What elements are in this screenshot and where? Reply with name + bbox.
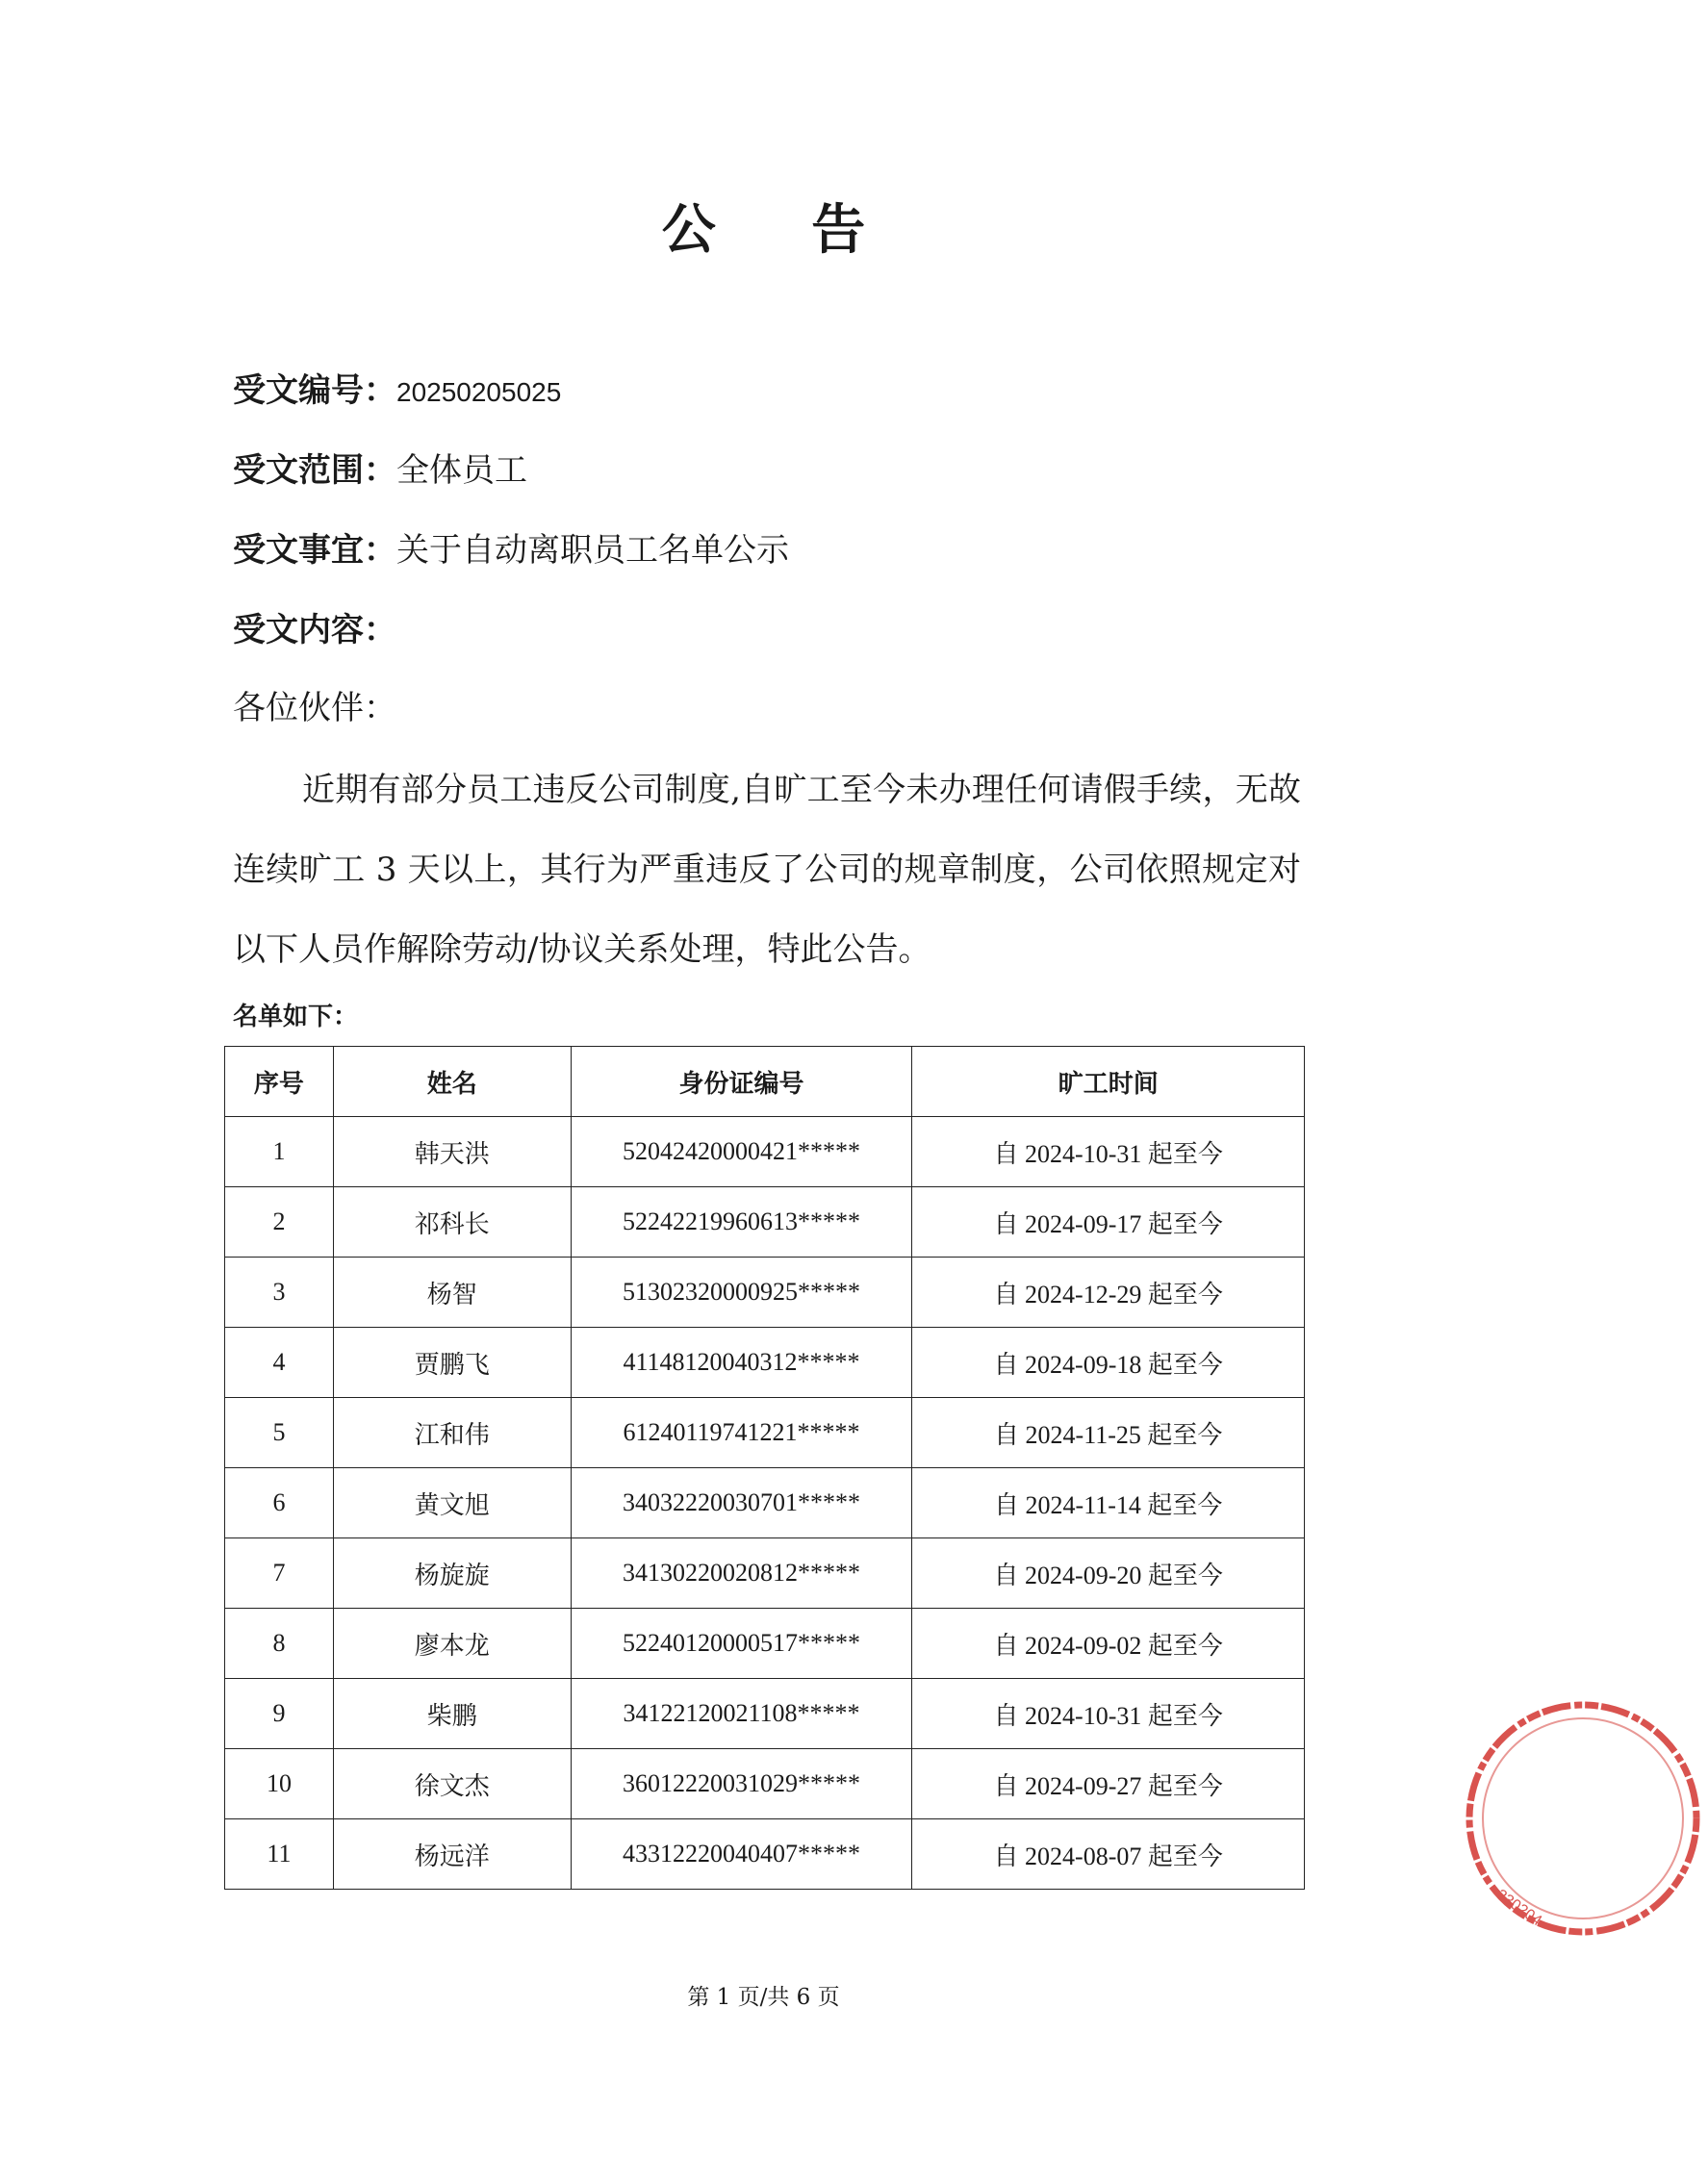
cell-id: 52242219960613***** bbox=[571, 1187, 912, 1258]
cell-id: 51302320000925***** bbox=[571, 1258, 912, 1328]
cell-id: 41148120040312***** bbox=[571, 1328, 912, 1398]
cell-name: 杨智 bbox=[333, 1258, 571, 1328]
cell-id: 43312220040407***** bbox=[571, 1819, 912, 1890]
cell-time: 自 2024-09-18 起至今 bbox=[912, 1328, 1305, 1398]
field-label: 受文编号： bbox=[233, 371, 396, 410]
cell-name: 贾鹏飞 bbox=[333, 1328, 571, 1398]
cell-id: 52042420000421***** bbox=[571, 1117, 912, 1187]
field-scope bbox=[233, 444, 527, 491]
cell-name: 杨远洋 bbox=[333, 1819, 571, 1890]
header-no: 序号 bbox=[225, 1047, 334, 1117]
field-label: 受文范围： bbox=[233, 451, 396, 490]
table-row bbox=[225, 1679, 1305, 1749]
cell-time: 自 2024-08-07 起至今 bbox=[912, 1819, 1305, 1890]
field-value: 关于自动离职员工名单公示 bbox=[396, 531, 789, 570]
cell-no: 7 bbox=[225, 1538, 334, 1609]
company-seal-icon bbox=[1458, 1693, 1708, 1944]
cell-no: 3 bbox=[225, 1258, 334, 1328]
cell-no: 11 bbox=[225, 1819, 334, 1890]
cell-time: 自 2024-11-25 起至今 bbox=[912, 1398, 1305, 1468]
employee-table bbox=[224, 1046, 1305, 1890]
header-name: 姓名 bbox=[333, 1047, 571, 1117]
table-body bbox=[225, 1117, 1305, 1890]
notice-title: 公 告 bbox=[661, 198, 905, 262]
list-title: 名单如下： bbox=[233, 1003, 359, 1031]
cell-name: 祁科长 bbox=[333, 1187, 571, 1258]
svg-text:330204: 330204 bbox=[1492, 1886, 1545, 1930]
field-subject bbox=[233, 523, 789, 571]
cell-name: 韩天洪 bbox=[333, 1117, 571, 1187]
field-value: 20250205025 bbox=[396, 377, 562, 407]
greeting: 各位伙伴： bbox=[233, 689, 396, 727]
header-id: 身份证编号 bbox=[571, 1047, 912, 1117]
cell-name: 黄文旭 bbox=[333, 1468, 571, 1538]
cell-id: 61240119741221***** bbox=[571, 1398, 912, 1468]
cell-no: 5 bbox=[225, 1398, 334, 1468]
field-label: 受文内容： bbox=[233, 611, 396, 649]
table-row bbox=[225, 1819, 1305, 1890]
page-footer: 第 1 页/共 6 页 bbox=[687, 1985, 840, 2010]
cell-no: 4 bbox=[225, 1328, 334, 1398]
cell-no: 8 bbox=[225, 1609, 334, 1679]
cell-time: 自 2024-10-31 起至今 bbox=[912, 1117, 1305, 1187]
cell-id: 36012220031029***** bbox=[571, 1749, 912, 1819]
table-row bbox=[225, 1258, 1305, 1328]
cell-name: 杨旋旋 bbox=[333, 1538, 571, 1609]
cell-id: 34032220030701***** bbox=[571, 1468, 912, 1538]
table-row bbox=[225, 1328, 1305, 1398]
header-time: 旷工时间 bbox=[912, 1047, 1305, 1117]
cell-time: 自 2024-09-02 起至今 bbox=[912, 1609, 1305, 1679]
table-header-row bbox=[225, 1047, 1305, 1117]
body-paragraph: 近期有部分员工违反公司制度,自旷工至今未办理任何请假手续，无故连续旷工 3 天以上，其行为严重违反了公司的规章制度，公司依照规定对以下人员作解除劳动/协议关系处理，特此公告。 bbox=[233, 771, 1301, 969]
cell-name: 江和伟 bbox=[333, 1398, 571, 1468]
table-row bbox=[225, 1398, 1305, 1468]
field-doc-number bbox=[233, 364, 561, 411]
table-row bbox=[225, 1468, 1305, 1538]
cell-id: 34130220020812***** bbox=[571, 1538, 912, 1609]
cell-time: 自 2024-09-27 起至今 bbox=[912, 1749, 1305, 1819]
cell-name: 柴鹏 bbox=[333, 1679, 571, 1749]
cell-id: 34122120021108***** bbox=[571, 1679, 912, 1749]
cell-time: 自 2024-09-17 起至今 bbox=[912, 1187, 1305, 1258]
cell-time: 自 2024-09-20 起至今 bbox=[912, 1538, 1305, 1609]
table-row bbox=[225, 1187, 1305, 1258]
table-row bbox=[225, 1609, 1305, 1679]
cell-name: 廖本龙 bbox=[333, 1609, 571, 1679]
cell-time: 自 2024-10-31 起至今 bbox=[912, 1679, 1305, 1749]
cell-no: 6 bbox=[225, 1468, 334, 1538]
cell-no: 9 bbox=[225, 1679, 334, 1749]
cell-no: 1 bbox=[225, 1117, 334, 1187]
cell-time: 自 2024-12-29 起至今 bbox=[912, 1258, 1305, 1328]
cell-id: 52240120000517***** bbox=[571, 1609, 912, 1679]
table-row bbox=[225, 1117, 1305, 1187]
table-row bbox=[225, 1538, 1305, 1609]
field-content bbox=[233, 603, 396, 650]
cell-name: 徐文杰 bbox=[333, 1749, 571, 1819]
table-row bbox=[225, 1749, 1305, 1819]
cell-time: 自 2024-11-14 起至今 bbox=[912, 1468, 1305, 1538]
field-label: 受文事宜： bbox=[233, 531, 396, 570]
cell-no: 10 bbox=[225, 1749, 334, 1819]
cell-no: 2 bbox=[225, 1187, 334, 1258]
field-value: 全体员工 bbox=[396, 451, 527, 490]
